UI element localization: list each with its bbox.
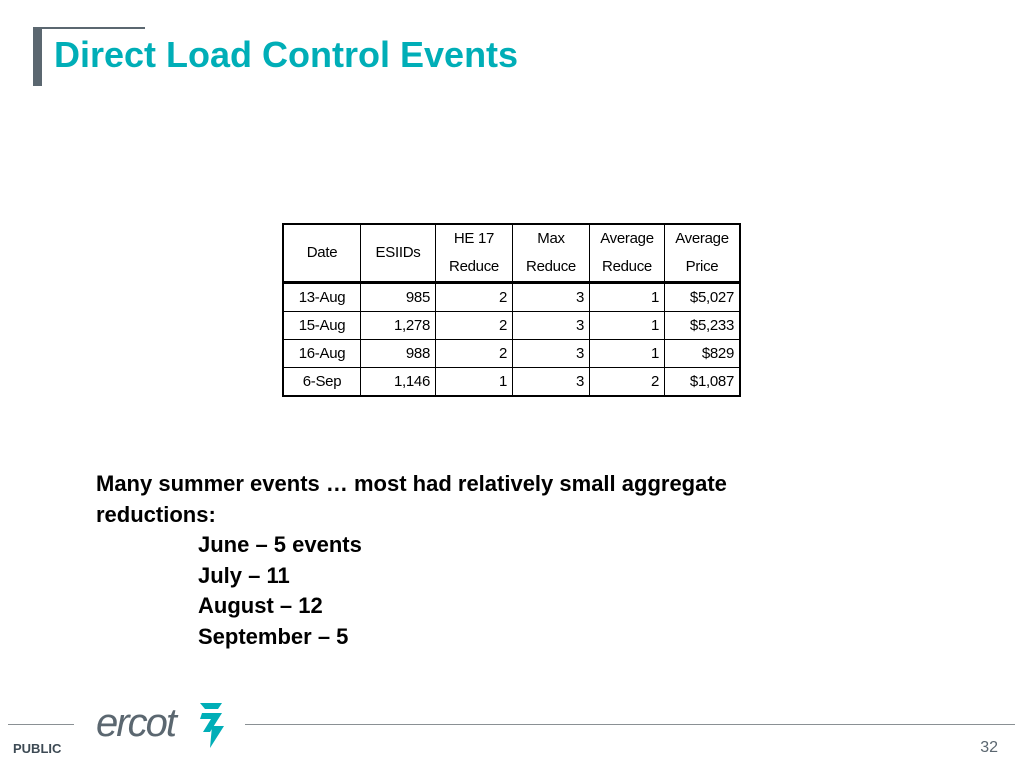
summary-intro-line: reductions: (96, 501, 216, 527)
table-row (283, 312, 740, 340)
cell-average-reduce: 1 (590, 312, 665, 340)
footer-divider-right (245, 724, 1015, 725)
header-text: Reduce (449, 258, 499, 275)
summary-text (96, 469, 727, 652)
header-text: Average (675, 230, 729, 247)
event-count-july: July – 11 (198, 562, 290, 588)
currency-symbol: $ (689, 317, 698, 334)
table-row (283, 340, 740, 368)
header-average-price (665, 224, 741, 283)
table-row (283, 283, 740, 312)
currency-symbol: $ (701, 345, 710, 362)
table-row (283, 368, 740, 397)
table-header-row (283, 224, 740, 283)
cell-average-reduce: 1 (590, 283, 665, 312)
price-amount: 1,087 (697, 373, 734, 390)
cell-esiids: 1,278 (361, 312, 436, 340)
title-accent-bar (33, 27, 42, 86)
cell-esiids: 1,146 (361, 368, 436, 397)
header-max-reduce (513, 224, 590, 283)
header-text: Max (537, 230, 565, 247)
price-amount: 5,233 (697, 317, 734, 334)
footer-divider-left (8, 724, 74, 725)
cell-he17-reduce: 2 (436, 312, 513, 340)
summary-intro-line: Many summer events … most had relatively small aggregate (96, 471, 727, 496)
header-text: Reduce (602, 258, 652, 275)
cell-average-price (665, 283, 741, 312)
cell-esiids: 988 (361, 340, 436, 368)
header-date: Date (283, 224, 361, 283)
cell-max-reduce: 3 (513, 312, 590, 340)
slide-title: Direct Load Control Events (54, 34, 519, 75)
header-he17-reduce (436, 224, 513, 283)
header-text: Reduce (526, 258, 576, 275)
classification-label: PUBLIC (13, 741, 62, 756)
cell-max-reduce: 3 (513, 340, 590, 368)
page-number: 32 (980, 739, 998, 756)
logo-wordmark: ercot (96, 701, 175, 745)
header-esiids: ESIIDs (361, 224, 436, 283)
header-text: Average (600, 230, 654, 247)
cell-max-reduce: 3 (513, 283, 590, 312)
price-amount: 5,027 (697, 289, 734, 306)
cell-average-reduce: 1 (590, 340, 665, 368)
cell-esiids: 985 (361, 283, 436, 312)
cell-date: 6-Sep (283, 368, 361, 397)
currency-symbol: $ (689, 373, 698, 390)
cell-he17-reduce: 1 (436, 368, 513, 397)
event-count-september: September – 5 (198, 623, 349, 649)
cell-max-reduce: 3 (513, 368, 590, 397)
header-text: Price (685, 258, 719, 275)
price-amount: 829 (709, 345, 734, 362)
currency-symbol: $ (689, 289, 698, 306)
header-text: HE 17 (453, 230, 495, 247)
cell-he17-reduce: 2 (436, 340, 513, 368)
cell-average-price (665, 340, 741, 368)
cell-date: 16-Aug (283, 340, 361, 368)
cell-average-price (665, 312, 741, 340)
dlc-events-table (282, 223, 741, 397)
cell-he17-reduce: 2 (436, 283, 513, 312)
ercot-logo (96, 696, 228, 752)
event-count-august: August – 12 (198, 593, 323, 618)
cell-date: 15-Aug (283, 312, 361, 340)
lightning-mark-icon (200, 703, 224, 748)
title-accent-line (42, 27, 145, 29)
header-average-reduce (590, 224, 665, 283)
cell-date: 13-Aug (283, 283, 361, 312)
cell-average-reduce: 2 (590, 368, 665, 397)
event-count-june: June – 5 events (198, 532, 362, 557)
cell-average-price (665, 368, 741, 397)
